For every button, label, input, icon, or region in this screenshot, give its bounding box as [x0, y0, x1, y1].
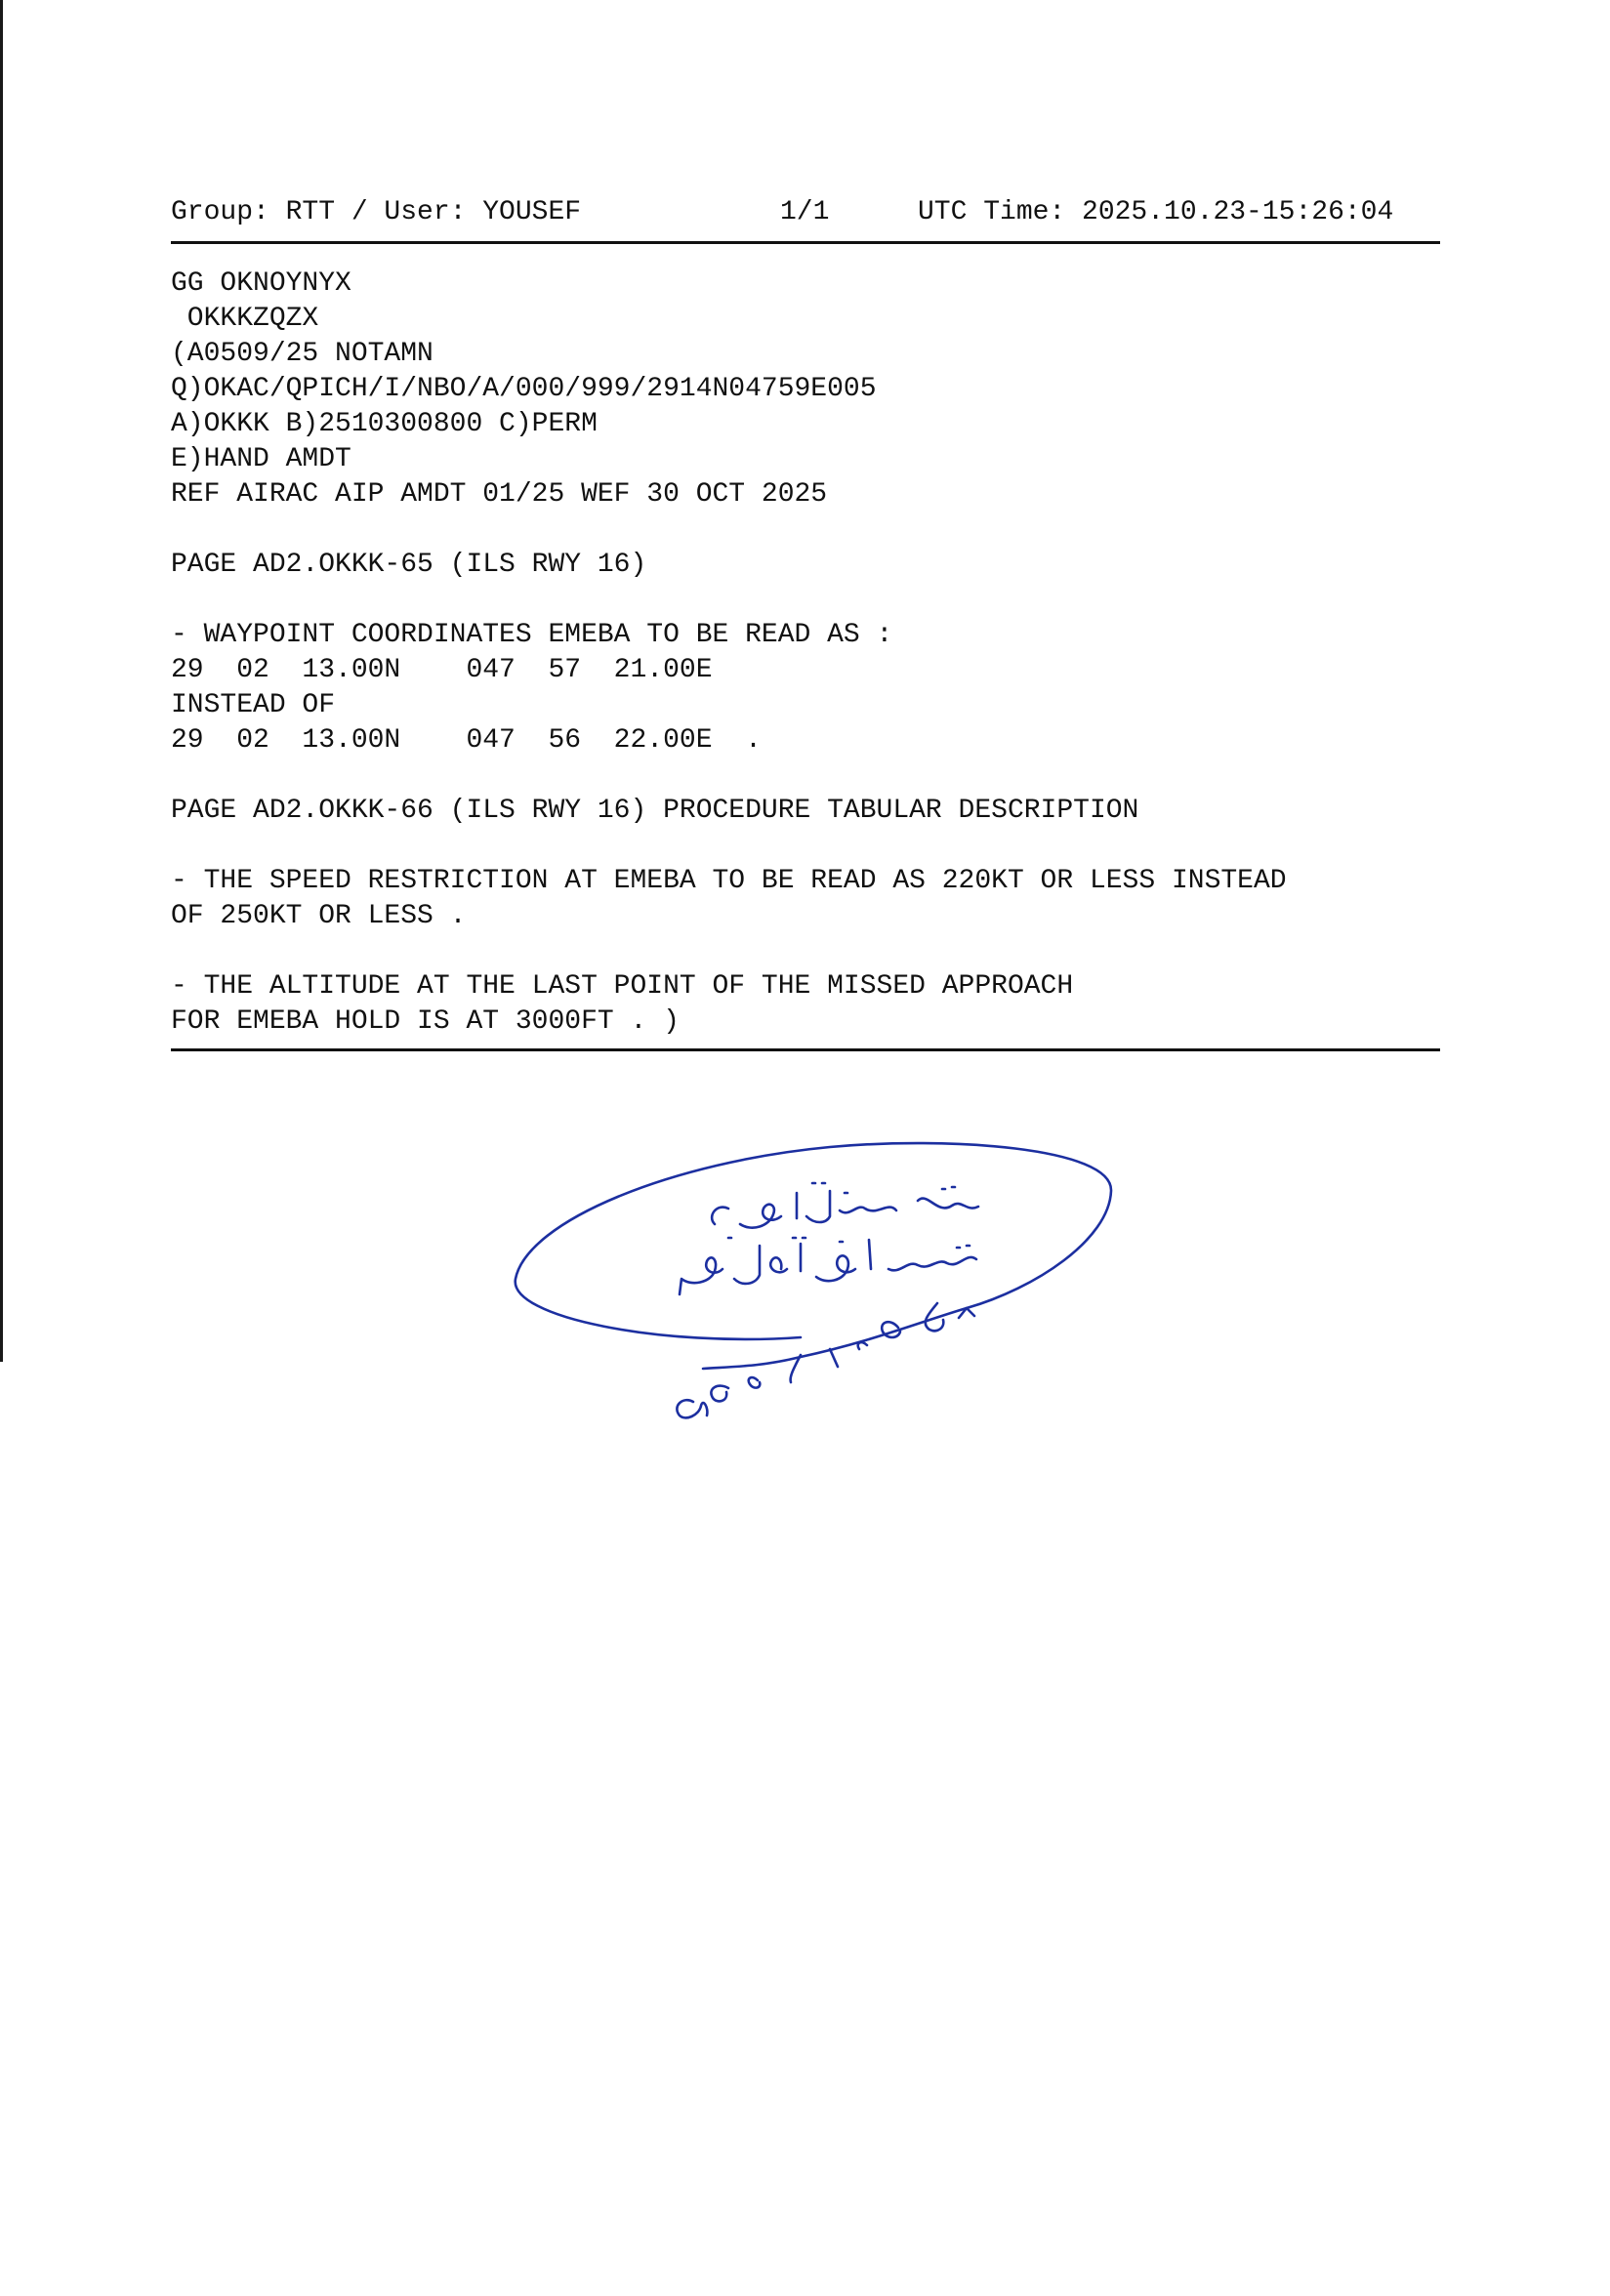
page-number: 1/1	[780, 197, 830, 227]
blank-line	[171, 512, 1440, 548]
message-line: GG OKNOYNYX	[171, 268, 351, 299]
utc-time-label: UTC Time: 2025.10.23-15:26:04	[918, 197, 1394, 227]
blank-line	[171, 583, 1440, 618]
message-line: - THE SPEED RESTRICTION AT EMEBA TO BE READ AS 220KT OR LESS INSTEAD	[171, 866, 1287, 896]
message-line: OF 250KT OR LESS .	[171, 901, 467, 931]
message-line: PAGE AD2.OKKK-66 (ILS RWY 16) PROCEDURE TABULAR DESCRIPTION	[171, 796, 1139, 826]
message-line: REF AIRAC AIP AMDT 01/25 WEF 30 OCT 2025	[171, 479, 828, 510]
message-line: E)HAND AMDT	[171, 444, 351, 474]
message-line: 29 02 13.00N 047 56 22.00E .	[171, 725, 762, 756]
header-divider	[171, 241, 1440, 244]
message-line: A)OKKK B)2510300800 C)PERM	[171, 409, 598, 439]
signature-name-strokes	[712, 1191, 978, 1228]
blank-line	[171, 829, 1440, 864]
group-user-label: Group: RTT / User: YOUSEF	[171, 197, 582, 227]
signature-oval	[516, 1143, 1111, 1369]
blank-line	[171, 758, 1440, 794]
message-line: FOR EMEBA HOLD IS AT 3000FT . )	[171, 1006, 680, 1037]
handwritten-signature	[508, 1123, 1133, 1494]
blank-line	[171, 934, 1440, 969]
document-header	[171, 195, 1440, 230]
signature-title-strokes	[680, 1240, 976, 1294]
scan-edge	[0, 0, 3, 1362]
message-line: Q)OKAC/QPICH/I/NBO/A/000/999/2914N04759E005	[171, 374, 877, 404]
notam-message-body	[171, 266, 1440, 1040]
message-line: 29 02 13.00N 047 57 21.00E	[171, 655, 713, 685]
message-line: - WAYPOINT COORDINATES EMEBA TO BE READ AS :	[171, 620, 893, 650]
message-line: (A0509/25 NOTAMN	[171, 339, 433, 369]
message-line: - THE ALTITUDE AT THE LAST POINT OF THE MISSED APPROACH	[171, 971, 1074, 1002]
message-line: OKKKZQZX	[171, 304, 319, 334]
footer-divider	[171, 1048, 1440, 1051]
message-line: PAGE AD2.OKKK-65 (ILS RWY 16)	[171, 550, 647, 580]
message-line: INSTEAD OF	[171, 690, 336, 720]
